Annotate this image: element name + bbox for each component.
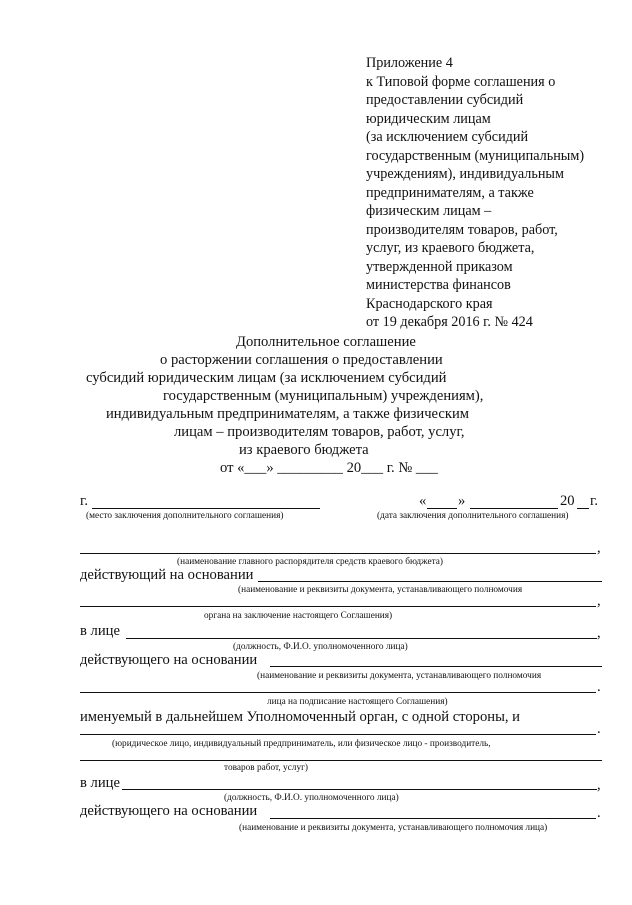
- title-line: субсидий юридическим лицам (за исключением субсидий: [86, 370, 447, 386]
- place-field[interactable]: [92, 508, 320, 509]
- basis-doc-field[interactable]: [270, 818, 596, 819]
- title-line: индивидуальным предпринимателям, а также физическим: [106, 406, 469, 422]
- title-line: о расторжении соглашения о предоставлении: [160, 352, 443, 368]
- person-field[interactable]: [126, 638, 597, 639]
- date-month-field[interactable]: [470, 508, 558, 509]
- title-line: государственным (муниципальным) учреждениям),: [163, 388, 484, 404]
- period: .: [597, 805, 601, 821]
- basis-doc-caption-cont: лица на подписание настоящего Соглашения): [267, 697, 448, 707]
- person-caption: (должность, Ф.И.О. уполномоченного лица): [233, 642, 408, 652]
- appendix-line: государственным (муниципальным): [366, 147, 585, 164]
- date-year-suffix: г.: [590, 493, 598, 509]
- recipient-field[interactable]: [80, 734, 596, 735]
- appendix-line: к Типовой форме соглашения о: [366, 73, 556, 90]
- title-line: Дополнительное соглашение: [236, 334, 416, 350]
- appendix-line: Краснодарского края: [366, 295, 493, 312]
- title-line: из краевого бюджета: [239, 442, 369, 458]
- period: .: [597, 721, 601, 737]
- appendix-line: утвержденной приказом: [366, 258, 513, 275]
- grbs-field[interactable]: [80, 553, 596, 554]
- place-caption: (место заключения дополнительного соглашения): [86, 511, 284, 521]
- date-day-field[interactable]: [427, 508, 457, 509]
- acting-basis-label: действующий на основании: [80, 567, 254, 583]
- in-person-label: в лице: [80, 775, 120, 791]
- appendix-line: учреждениям), индивидуальным: [366, 166, 564, 182]
- appendix-line: от 19 декабря 2016 г. № 424: [366, 314, 533, 330]
- appendix-line: предпринимателям, а также: [366, 184, 534, 201]
- date-close-quote: »: [458, 493, 466, 509]
- grbs-caption: (наименование главного распорядителя средств краевого бюджета): [177, 557, 443, 567]
- recipient-caption-cont: товаров работ, услуг): [224, 763, 309, 773]
- recipient-caption: (юридическое лицо, индивидуальный предприниматель, или физическое лицо - производитель,: [112, 739, 491, 749]
- comma: ,: [597, 593, 601, 609]
- basis-doc-field[interactable]: [258, 581, 602, 582]
- basis-doc-caption: (наименование и реквизиты документа, устанавливающего полномочия: [238, 585, 523, 595]
- appendix-line: услуг, из краевого бюджета,: [366, 240, 535, 256]
- appendix-line: производителям товаров, работ,: [366, 221, 558, 238]
- place-prefix: г.: [80, 493, 88, 509]
- period: .: [597, 679, 601, 695]
- basis-doc-caption: (наименование и реквизиты документа, устанавливающего полномочия: [257, 671, 542, 681]
- comma: ,: [597, 777, 601, 793]
- in-person-label: в лице: [80, 623, 120, 639]
- comma: ,: [597, 540, 601, 556]
- appendix-line: (за исключением субсидий: [366, 129, 529, 145]
- appendix-line: министерства финансов: [366, 277, 511, 293]
- person-field[interactable]: [122, 789, 597, 790]
- acting-basis-label: действующего на основании: [80, 803, 258, 819]
- appendix-line: физическим лицам –: [366, 203, 492, 219]
- comma: ,: [597, 625, 601, 641]
- basis-doc-field-cont[interactable]: [80, 606, 596, 607]
- basis-doc-caption: (наименование и реквизиты документа, устанавливающего полномочия лица): [239, 823, 548, 833]
- basis-doc-caption-cont: органа на заключение настоящего Соглашения): [204, 611, 393, 621]
- appendix-line: предоставлении субсидий: [366, 92, 524, 108]
- date-year-field[interactable]: [577, 508, 589, 509]
- date-year-prefix: 20: [560, 493, 575, 509]
- date-open-quote: «: [419, 493, 427, 509]
- basis-doc-field[interactable]: [270, 666, 602, 667]
- title-line: от «___» _________ 20___ г. № ___: [220, 460, 438, 476]
- title-line: лицам – производителям товаров, работ, услуг,: [174, 424, 465, 440]
- appendix-line: юридическим лицам: [366, 110, 491, 127]
- hereinafter-text: именуемый в дальнейшем Уполномоченный орган, с одной стороны, и: [80, 709, 520, 725]
- person-caption: (должность, Ф.И.О. уполномоченного лица): [224, 793, 399, 803]
- appendix-block: [366, 54, 616, 332]
- recipient-field-cont[interactable]: [80, 760, 602, 761]
- date-caption: (дата заключения дополнительного соглашения): [377, 511, 569, 521]
- basis-doc-field-cont[interactable]: [80, 692, 596, 693]
- appendix-line: Приложение 4: [366, 55, 453, 71]
- acting-basis-label: действующего на основании: [80, 652, 258, 668]
